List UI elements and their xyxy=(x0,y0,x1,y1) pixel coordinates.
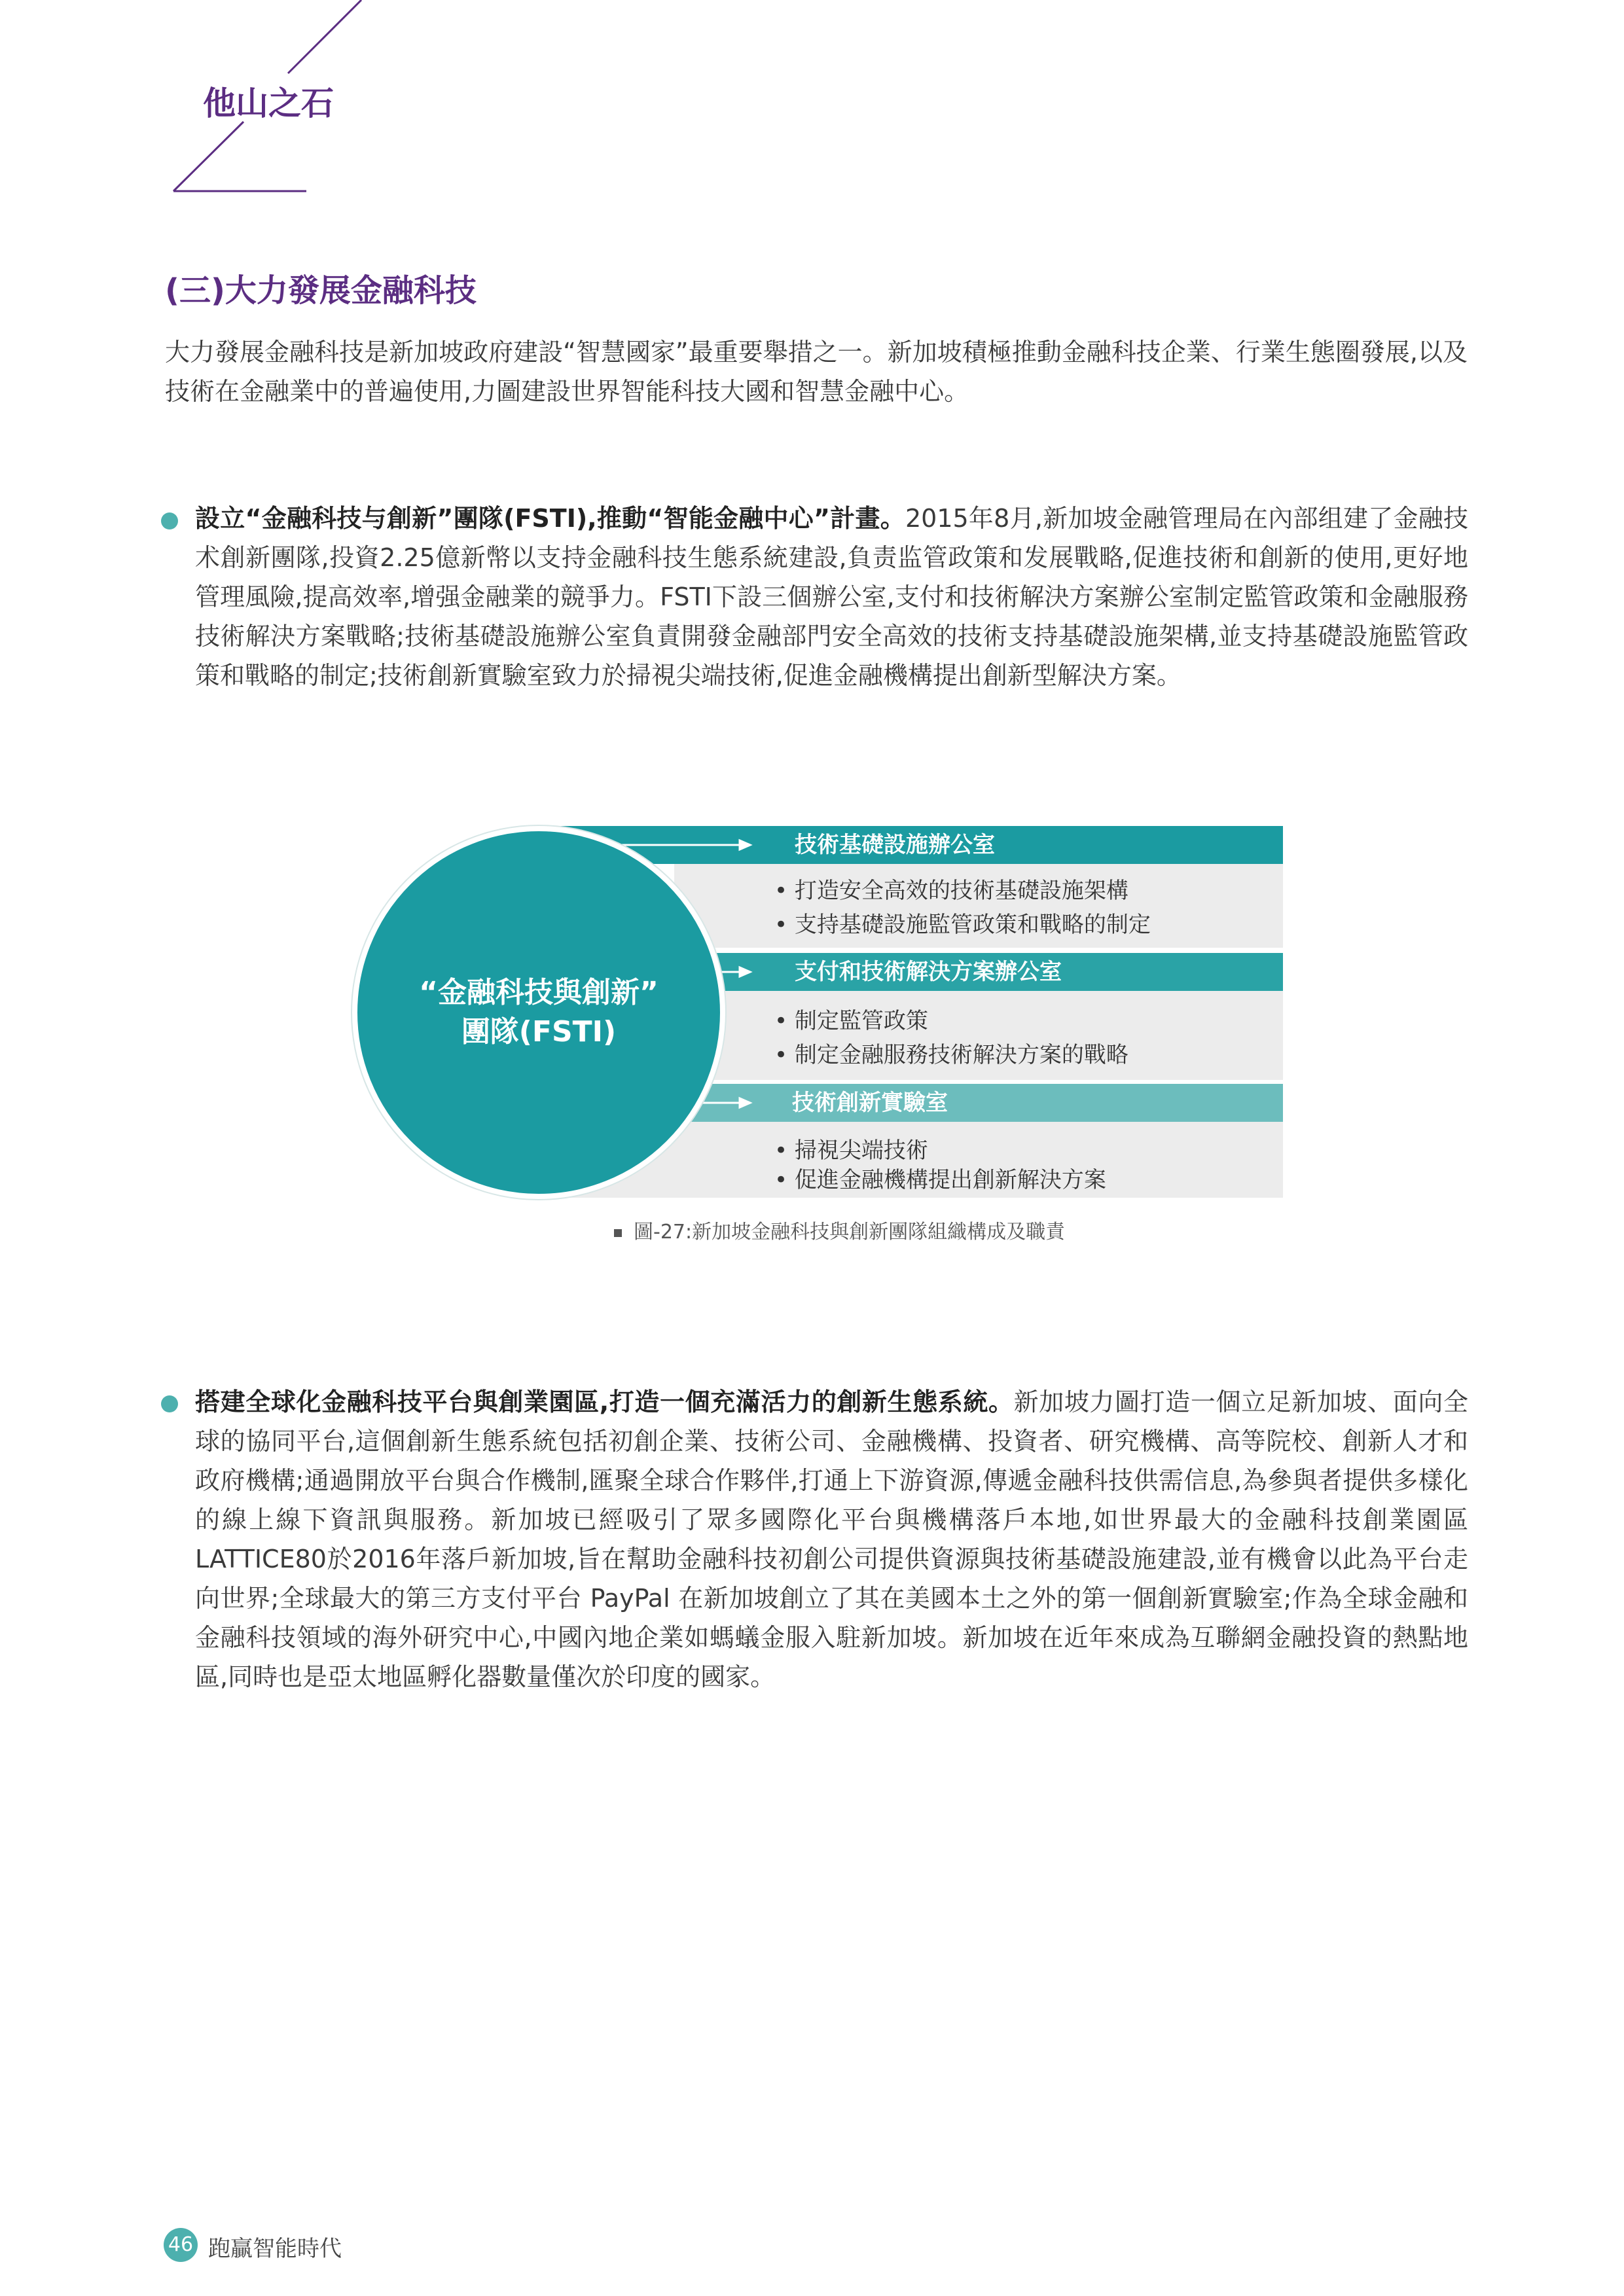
bullet2-text: 新加坡力圖打造一個立足新加坡、面向全球的協同平台,這個創新生態系統包括初創企業、技術公司、金融機構、投資者、研究機構、高等院校、創新人才和政府機構;通過開放平台與合作機制,匯聚全球合作夥伴,打通上下游資源,傳遞金融科技供需信息,為參與者提供多樣化的線上線下資訊與服務。新加坡已經吸引了眾多國際化平台與機構落戶本地,如世界最大的金融科技創業園區LATTICE80於2016年落戶新加坡,旨在幫助金融科技初創公司提供資源與技術基礎設施建設,並有機會以此為平台走向世界;全球最大的第三方支付平台 PayPal 在新加坡創立了其在美國本土之外的第一個創新實驗室;作為全球金融和金融科技領域的海外研究中心,中國內地企業如螞蟻金服入駐新加坡。新加坡在近年來成為互聯網金融投資的熱點地區,同時也是亞太地區孵化器數量僅次於印度的國家。 xyxy=(195,1388,1468,1691)
caption-square-icon xyxy=(614,1229,622,1237)
office-name: 技術創新實驗室 xyxy=(792,1090,948,1116)
bullet2-lead: 搭建全球化金融科技平台與創業園區,打造一個充滿活力的創新生態系統。 xyxy=(195,1388,1014,1416)
circle-title-line2: 團隊(FSTI) xyxy=(461,1015,617,1049)
bullet1-text: 2015年8月,新加坡金融管理局在內部组建了金融技术創新團隊,投資2.25億新幣以支持金融科技生態系統建設,負责监管政策和发展戰略,促進技術和創新的使用,更好地管理風險,提高效率,增强金融業的競爭力。FSTI下設三個辦公室,支付和技術解決方案辦公室制定監管政策和金融服務技術解決方案戰略;技術基礎設施辦公室負責開發金融部門安全高效的技術支持基礎設施架構,並支持基礎設施監管政策和戰略的制定;技術創新實驗室致力於掃視尖端技術,促進金融機構提出創新型解決方案。 xyxy=(195,504,1468,690)
figure-caption: 圖-27:新加坡金融科技與創新團隊組織構成及職責 xyxy=(614,1215,1065,1244)
office-name: 支付和技術解決方案辦公室 xyxy=(795,959,1062,985)
office-item: • 制定監管政策 xyxy=(774,1008,928,1034)
bullet-dot xyxy=(161,1395,178,1412)
bullet1-lead: 設立“金融科技与創新”團隊(FSTI),推動“智能金融中心”計畫。 xyxy=(195,504,905,533)
office-item: • 制定金融服務技術解決方案的戰略 xyxy=(774,1042,1128,1068)
bullet2-paragraph xyxy=(195,1382,1468,1696)
office-item: • 掃視尖端技術 xyxy=(774,1138,928,1164)
office-item: • 促進金融機構提出創新解決方案 xyxy=(774,1167,1106,1193)
fsti-circle xyxy=(352,826,725,1199)
section-heading: (三)大力發展金融科技 xyxy=(165,272,477,309)
circle-title-line1: “金融科技與創新” xyxy=(419,976,659,1009)
office-item: • 打造安全高效的技術基礎設施架構 xyxy=(774,878,1128,904)
office-name: 技術基礎設施辦公室 xyxy=(795,832,995,858)
page-number: 46 xyxy=(164,2228,198,2262)
footer-title: 跑贏智能時代 xyxy=(208,2236,342,2262)
section-label: 他山之石 xyxy=(203,84,334,122)
intro-paragraph: 大力發展金融科技是新加坡政府建設“智慧國家”最重要舉措之一。新加坡積極推動金融科技企業、行業生態圈發展,以及技術在金融業中的普遍使用,力圖建設世界智能科技大國和智慧金融中心。 xyxy=(165,338,1468,406)
office-item: • 支持基礎設施監管政策和戰略的制定 xyxy=(774,912,1151,938)
